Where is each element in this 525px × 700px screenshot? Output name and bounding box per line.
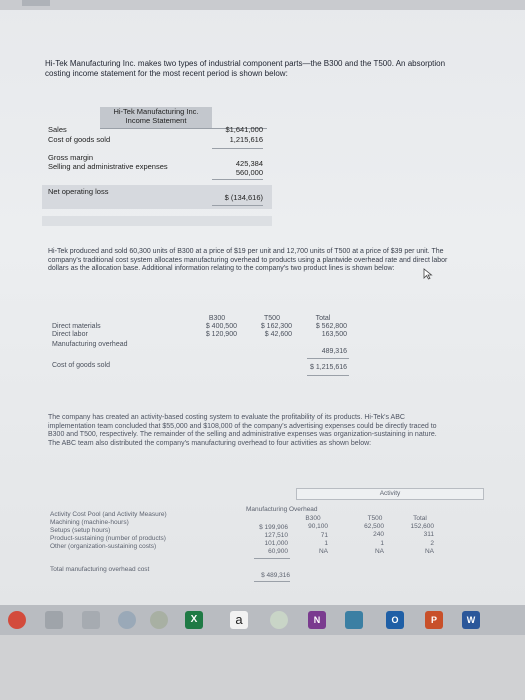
cogs-row-label: Direct labor bbox=[52, 331, 88, 338]
paragraph-3: The company has created an activity-based costing system to evaluate the profitability of its products. Hi-Tek's ABC implementation team concluded that $55,000 and $108,000 of the company's advertising expenses could be directly traced to B300 and T500, respectively. The remainder of the selling and administrative expenses was organization-sustaining in nature. The ABC team also distributed the company's manufacturing overhead to four activities as shown below: bbox=[48, 414, 437, 447]
chrome2-icon[interactable] bbox=[270, 611, 288, 629]
activity-total-label: Total manufacturing overhead cost bbox=[50, 566, 150, 573]
paragraph-2: Hi-Tek produced and sold 60,300 units of B300 at a price of $19 per unit and 12,700 units of T500 at a price of $39 per unit. The company's traditional cost system allocates manufacturing overhead to products using a plantwide overhead rate and direct labor dollars as the allocation base. Additional information relating to the company's two product lines is shown below: bbox=[48, 248, 448, 272]
taskbar bbox=[0, 605, 525, 635]
activity-total-value: $ 489,316 bbox=[261, 572, 290, 579]
excel-icon[interactable]: X bbox=[185, 611, 203, 629]
statement-title: Income Statement bbox=[125, 116, 187, 125]
col-total: Total bbox=[413, 515, 427, 522]
cogs-row-label: Manufacturing overhead bbox=[52, 341, 128, 348]
row-gross-margin: Gross margin 425,384 bbox=[48, 153, 263, 168]
onenote-icon[interactable]: N bbox=[308, 611, 326, 629]
activity-row-label: Machining (machine-hours) bbox=[50, 519, 129, 526]
col-b300: B300 bbox=[305, 515, 321, 522]
row-sga: Selling and administrative expenses 560,000 bbox=[48, 162, 263, 177]
edge-icon[interactable] bbox=[118, 611, 136, 629]
document-page: Hi-Tek Manufacturing Inc. makes two types of industrial component parts—the B300 and the T500. An absorption costing income statement for the most recent period is shown below: Hi-Tek Manufacturing Inc. Income Statement Sales $1,641,000 Cost of goods sold 1,215,616 Gross margin 425,384 Selling and administrative expenses 560,000 Net operating loss $ (134,616) Hi-Tek produced and sold 60,300 units of B300 at a price of $19 per unit and 12,700 units of T500 at a price of $39 per unit. The company's traditional cost system allocates manufacturing overhead to products using a plantwide overhead rate and direct labor dollars as the allocation base. Additional information relating to the company's two product lines is shown below: B300 T500 Total Direct materials $ 400,500 $ 162,300 $ 562,800 Direct labor $ 120,900 $ 42,600 163,500 Manufacturing overhead 489,316 Cost of goods sold $ 1,215,616 The company has created an activity-based costing system to evaluate the profitability of its products. Hi-Tek's ABC implementation team concluded that $55,000 and $108,000 of the company's advertising expenses could be directly traced to B300 and T500, respectively. The remainder of the selling and administrative expenses was organization-sustaining in nature. The ABC team also distributed the company's manufacturing overhead to four activities as shown below: Activity Manufacturing Overhead B300 T500 Total Activity Cost Pool (and Activity Measure) Machining (machine-hours) $ 199,906 90,100 62,500 152,600 Setups (setup hours) 127,510 71 240 311 Product-sustaining (number of products) 101,000 1 1 2 Other (organization-sustaining costs) 60,900 NA NA NA Total manufacturing overhead cost $ 489,316 bbox=[0, 0, 525, 605]
powerpoint-icon[interactable]: P bbox=[425, 611, 443, 629]
col-total: Total bbox=[315, 315, 331, 322]
browser-tab[interactable] bbox=[22, 0, 50, 6]
photos-icon[interactable] bbox=[345, 611, 363, 629]
row-net-loss: Net operating loss $ (134,616) bbox=[48, 187, 263, 202]
sga-rule bbox=[212, 179, 263, 180]
browser-icon[interactable] bbox=[8, 611, 26, 629]
activity-row-label: Product-sustaining (number of products) bbox=[50, 535, 166, 542]
col-b300: B300 bbox=[208, 315, 226, 322]
cogs-rule bbox=[212, 148, 263, 149]
app-a-icon[interactable]: a bbox=[230, 611, 248, 629]
net-loss-rule bbox=[212, 205, 263, 206]
activity-row-label: Setups (setup hours) bbox=[50, 527, 111, 534]
outlook-icon[interactable]: O bbox=[386, 611, 404, 629]
word-icon[interactable]: W bbox=[462, 611, 480, 629]
activity-header-box: Activity bbox=[296, 488, 484, 500]
activity-row-label: Other (organization-sustaining costs) bbox=[50, 543, 157, 550]
activity-header-label: Activity Cost Pool (and Activity Measure) bbox=[50, 511, 167, 518]
col-t500: T500 bbox=[367, 515, 383, 522]
mouse-cursor-icon bbox=[423, 268, 433, 280]
files-icon[interactable] bbox=[45, 611, 63, 629]
company-name: Hi-Tek Manufacturing Inc. bbox=[113, 107, 199, 116]
row-sales: Sales $1,641,000 bbox=[48, 125, 263, 134]
cogs-row-label: Direct materials bbox=[52, 323, 101, 330]
intro-paragraph: Hi-Tek Manufacturing Inc. makes two types of industrial component parts—the B300 and the T500. An absorption costing income statement for the most recent period is shown below: bbox=[45, 59, 446, 78]
cogs-row-label: Cost of goods sold bbox=[52, 362, 110, 369]
chrome-icon[interactable] bbox=[150, 611, 168, 629]
col-t500: T500 bbox=[264, 315, 280, 322]
store-icon[interactable] bbox=[82, 611, 100, 629]
statement-shading-lower bbox=[42, 216, 272, 226]
row-cogs: Cost of goods sold 1,215,616 bbox=[48, 135, 263, 144]
laptop-bezel bbox=[0, 635, 525, 700]
browser-top-strip bbox=[0, 0, 525, 10]
col-overhead: Manufacturing Overhead bbox=[246, 506, 318, 513]
